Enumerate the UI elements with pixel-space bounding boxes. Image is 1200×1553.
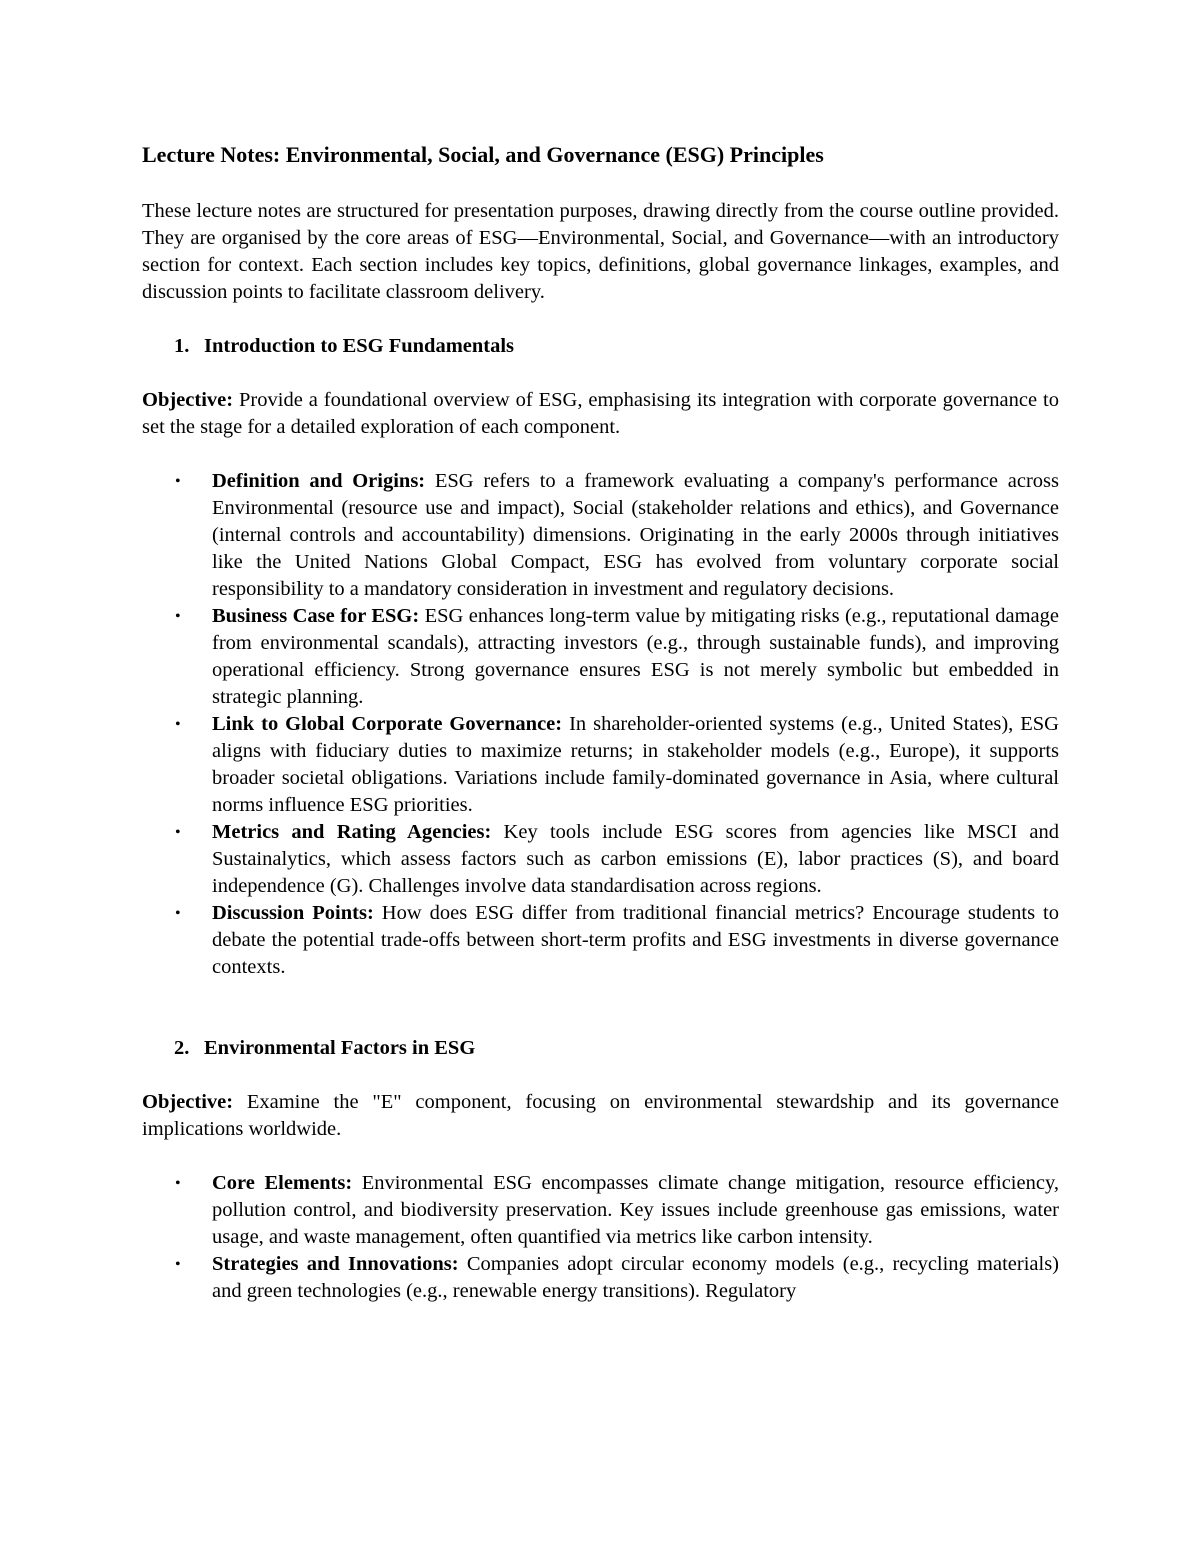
bullet-icon: • [175, 1175, 181, 1192]
item-label: Link to Global Corporate Governance: [212, 713, 563, 735]
bullet-icon: • [175, 905, 181, 922]
list-item [142, 1170, 1059, 1251]
section-title: Introduction to ESG Fundamentals [204, 335, 515, 357]
objective-label: Objective: [142, 1091, 234, 1113]
section-title: Environmental Factors in ESG [204, 1037, 476, 1059]
list-item [142, 1251, 1059, 1305]
intro-paragraph: These lecture notes are structured for presentation purposes, drawing directly from the course outline provided. They are organised by the core areas of ESG—Environmental, Social, and Governance—with an introductory section for context. Each section includes key topics, definitions, global governance linkages, examples, and discussion points to facilitate classroom delivery. [142, 200, 1059, 303]
document-body [142, 140, 1059, 1305]
section-bullet-list-2 [142, 1170, 1059, 1305]
objective-text: Examine the "E" component, focusing on environmental stewardship and its governance implications worldwide. [142, 1091, 1059, 1140]
bullet-icon: • [175, 716, 181, 733]
item-text: Companies adopt circular economy models (e.g., recycling materials) and green technologies (e.g., renewable energy transitions). Regulatory [212, 1253, 1060, 1302]
item-label: Discussion Points: [212, 902, 374, 924]
list-item [142, 900, 1059, 981]
item-text: Environmental ESG encompasses climate change mitigation, resource efficiency, pollution control, and biodiversity preservation. Key issues include greenhouse gas emissions, water usage, and waste management, often quantified via metrics like carbon intensity. [212, 1172, 1059, 1248]
list-item [142, 711, 1059, 819]
section-heading-1 [142, 333, 1059, 360]
item-label: Strategies and Innovations: [212, 1253, 459, 1275]
item-label: Business Case for ESG: [212, 605, 420, 627]
objective-label: Objective: [142, 389, 234, 411]
bullet-icon: • [175, 473, 181, 490]
list-item [142, 819, 1059, 900]
item-label: Core Elements: [212, 1172, 353, 1194]
item-text: In shareholder-oriented systems (e.g., United States), ESG aligns with fiduciary duties to maximize returns; in stakeholder models (e.g., Europe), it supports broader societal obligations. Variations include family-dominated governance in Asia, where cultural norms influence ESG priorities. [212, 713, 1059, 816]
item-text: ESG enhances long-term value by mitigating risks (e.g., reputational damage from environmental scandals), attracting investors (e.g., through sustainable funds), and improving operational efficiency. Strong governance ensures ESG is not merely symbolic but embedded in strategic planning. [212, 605, 1059, 708]
item-label: Metrics and Rating Agencies: [212, 821, 492, 843]
item-text: Key tools include ESG scores from agencies like MSCI and Sustainalytics, which assess factors such as carbon emissions (E), labor practices (S), and board independence (G). Challenges involve data standardisation across regions. [212, 821, 1059, 897]
item-text: ESG refers to a framework evaluating a company's performance across Environmental (resource use and impact), Social (stakeholder relations and ethics), and Governance (internal controls and accountability) dimensions. Originating in the early 2000s through initiatives like the United Nations Global Compact, ESG has evolved from voluntary corporate social responsibility to a mandatory consideration in investment and regulatory decisions. [212, 470, 1059, 600]
section-objective-1 [142, 387, 1059, 441]
bullet-icon: • [175, 824, 181, 841]
list-item [142, 603, 1059, 711]
spacer [142, 981, 1059, 1035]
section-number: 1. [174, 335, 190, 357]
section-objective-2 [142, 1089, 1059, 1143]
document-title: Lecture Notes: Environmental, Social, and Governance (ESG) Principles [142, 142, 824, 167]
section-bullet-list-1 [142, 468, 1059, 981]
section-heading-2 [142, 1035, 1059, 1062]
list-item [142, 468, 1059, 603]
bullet-icon: • [175, 1256, 181, 1273]
item-text: How does ESG differ from traditional financial metrics? Encourage students to debate the potential trade-offs between short-term profits and ESG investments in diverse governance contexts. [212, 902, 1060, 978]
bullet-icon: • [175, 608, 181, 625]
section-number: 2. [174, 1037, 190, 1059]
item-label: Definition and Origins: [212, 470, 426, 492]
objective-text: Provide a foundational overview of ESG, emphasising its integration with corporate governance to set the stage for a detailed exploration of each component. [142, 389, 1059, 438]
